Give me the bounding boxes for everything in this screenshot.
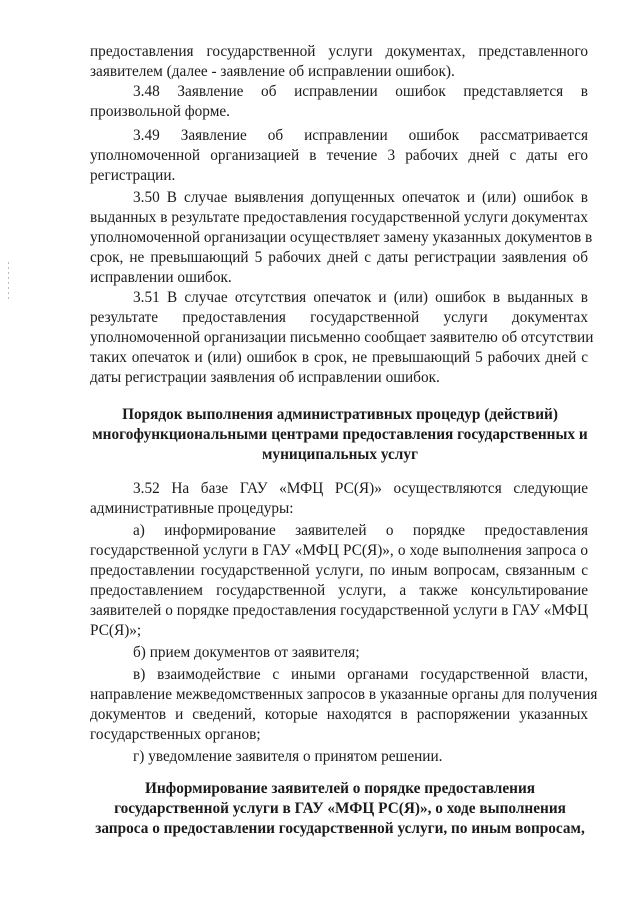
- text-line: б) прием документов от заявителя;: [133, 644, 360, 661]
- text-line: выданных в результате предоставления государственной услуги документах: [90, 209, 588, 226]
- text-line: 3.49 Заявление об исправлении ошибок рассматривается: [133, 127, 588, 144]
- section-heading: многофункциональными центрами предоставления государственных и: [92, 426, 588, 443]
- text-line: административные процедуры:: [90, 500, 294, 517]
- text-line: исправлении ошибок.: [90, 269, 232, 286]
- text-line: г) уведомление заявителя о принятом решении.: [133, 748, 443, 765]
- text-line: произвольной форме.: [90, 103, 231, 120]
- section-heading: государственной услуги в ГАУ «МФЦ РС(Я)», о ходе выполнения: [114, 800, 566, 817]
- text-line: даты регистрации заявления об исправлении ошибок.: [90, 369, 440, 386]
- text-line: срок, не превышающий 5 рабочих дней с даты регистрации заявления об: [90, 249, 588, 266]
- text-line: направление межведомственных запросов в указанные органы для получения: [90, 686, 598, 703]
- text-line: предоставлением государственной услуги, а также консультирование: [90, 582, 588, 599]
- text-line: 3.52 На базе ГАУ «МФЦ РС(Я)» осуществляются следующие: [133, 480, 588, 497]
- text-line: регистрации.: [90, 167, 176, 184]
- text-line: 3.50 В случае выявления допущенных опечаток и (или) ошибок в: [133, 189, 588, 206]
- section-heading: Информирование заявителей о порядке предоставления: [144, 780, 536, 797]
- text-line: уполномоченной организацией в течение 3 рабочих дней с даты его: [90, 147, 588, 164]
- text-line: 3.48 Заявление об исправлении ошибок представляется в: [133, 83, 588, 100]
- text-line: предоставлении государственной услуги, по иным вопросам, связанным с: [90, 562, 588, 579]
- text-line: предоставления государственной услуги документах, представленного: [90, 43, 588, 60]
- text-line: документов и сведений, которые находятся в распоряжении указанных: [90, 706, 588, 723]
- text-line: уполномоченной организации письменно сообщает заявителю об отсутствии: [90, 329, 594, 346]
- section-heading: муниципальных услуг: [262, 446, 418, 463]
- text-line: 3.51 В случае отсутствия опечаток и (или) ошибок в выданных в: [133, 289, 588, 306]
- text-line: заявителей о порядке предоставления государственной услуги в ГАУ «МФЦ: [90, 602, 588, 619]
- text-line: уполномоченной организации осуществляет замену указанных документов в: [90, 229, 593, 246]
- text-line: государственной услуги в ГАУ «МФЦ РС(Я)», о ходе выполнения запроса о: [90, 542, 588, 559]
- text-line: а) информирование заявителей о порядке предоставления: [133, 522, 588, 539]
- section-heading: Порядок выполнения административных процедур (действий): [122, 406, 558, 423]
- text-line: государственных органов;: [90, 726, 261, 743]
- text-line: результате предоставления государственной услуги документах: [90, 309, 588, 326]
- text-line: в) взаимодействие с иными органами государственной власти,: [133, 666, 588, 683]
- text-line: заявителем (далее - заявление об исправлении ошибок).: [90, 63, 455, 80]
- text-line: таких опечаток и (или) ошибок в срок, не превышающий 5 рабочих дней с: [90, 349, 588, 366]
- scan-margin-mark: [8, 262, 9, 302]
- section-heading: запроса о предоставлении государственной услуги, по иным вопросам,: [95, 820, 585, 837]
- text-line: РС(Я)»;: [90, 622, 142, 639]
